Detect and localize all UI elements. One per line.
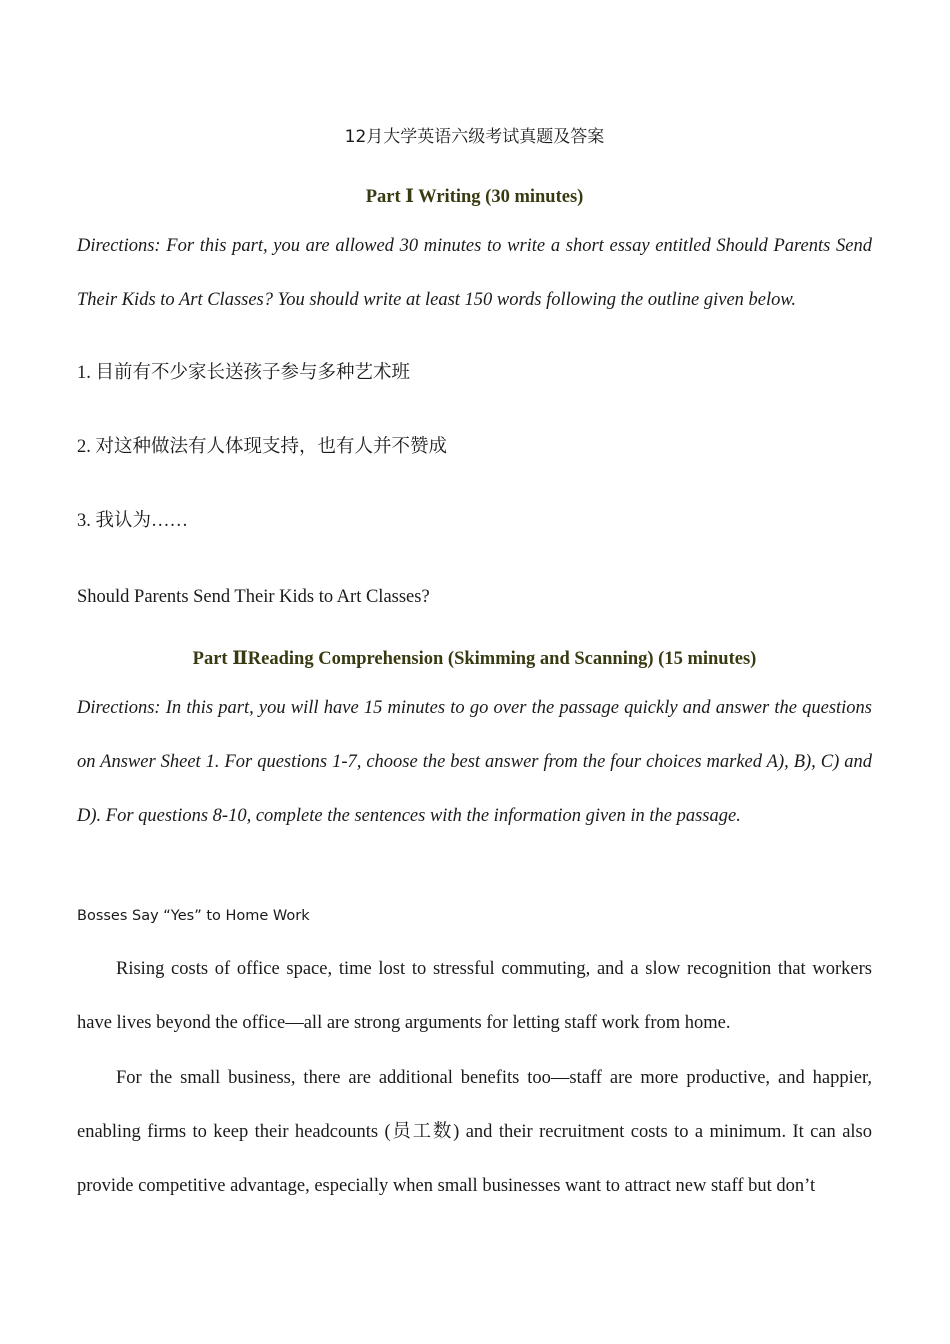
part-1-directions: Directions: For this part, you are allowed 30 minutes to write a short essay entitled Should Parents Send Their Kids to Art Classes? You should write at least 150 words following the outline given below. bbox=[77, 236, 872, 310]
document-title: 12月大学英语六级考试真题及答案 bbox=[344, 127, 605, 147]
essay-title: Should Parents Send Their Kids to Art Classes? bbox=[77, 587, 430, 607]
article-paragraph-1: Rising costs of office space, time lost to stressful commuting, and a slow recognition that workers have lives beyond the office—all are strong arguments for letting staff work from home. bbox=[77, 959, 872, 1033]
part-2-directions: Directions: In this part, you will have 15 minutes to go over the passage quickly and answer the questions on Answer Sheet 1. For questions 1-7, choose the best answer from the four choices marked A), B), C) and D). For questions 8-10, complete the sentences with the information given in the passage. bbox=[77, 698, 872, 826]
outline-item-2: 2. 对这种做法有人体现支持，也有人并不赞成 bbox=[77, 437, 448, 457]
article-paragraph-2: For the small business, there are additional benefits too—staff are more productive, and happier, enabling firms to keep their headcounts (员工数) and their recruitment costs to a minimum. It can also provide competitive advantage, especially when small businesses want to attract new staff but don’t bbox=[77, 1068, 872, 1196]
outline-item-1: 1. 目前有不少家长送孩子参与多种艺术班 bbox=[77, 363, 411, 383]
part-1-heading: Part Ⅰ Writing (30 minutes) bbox=[365, 187, 584, 207]
article-title: Bosses Say “Yes” to Home Work bbox=[77, 908, 310, 924]
part-2-heading: Part ⅡReading Comprehension (Skimming and Scanning) (15 minutes) bbox=[192, 649, 757, 669]
outline-item-3: 3. 我认为…… bbox=[77, 511, 189, 531]
